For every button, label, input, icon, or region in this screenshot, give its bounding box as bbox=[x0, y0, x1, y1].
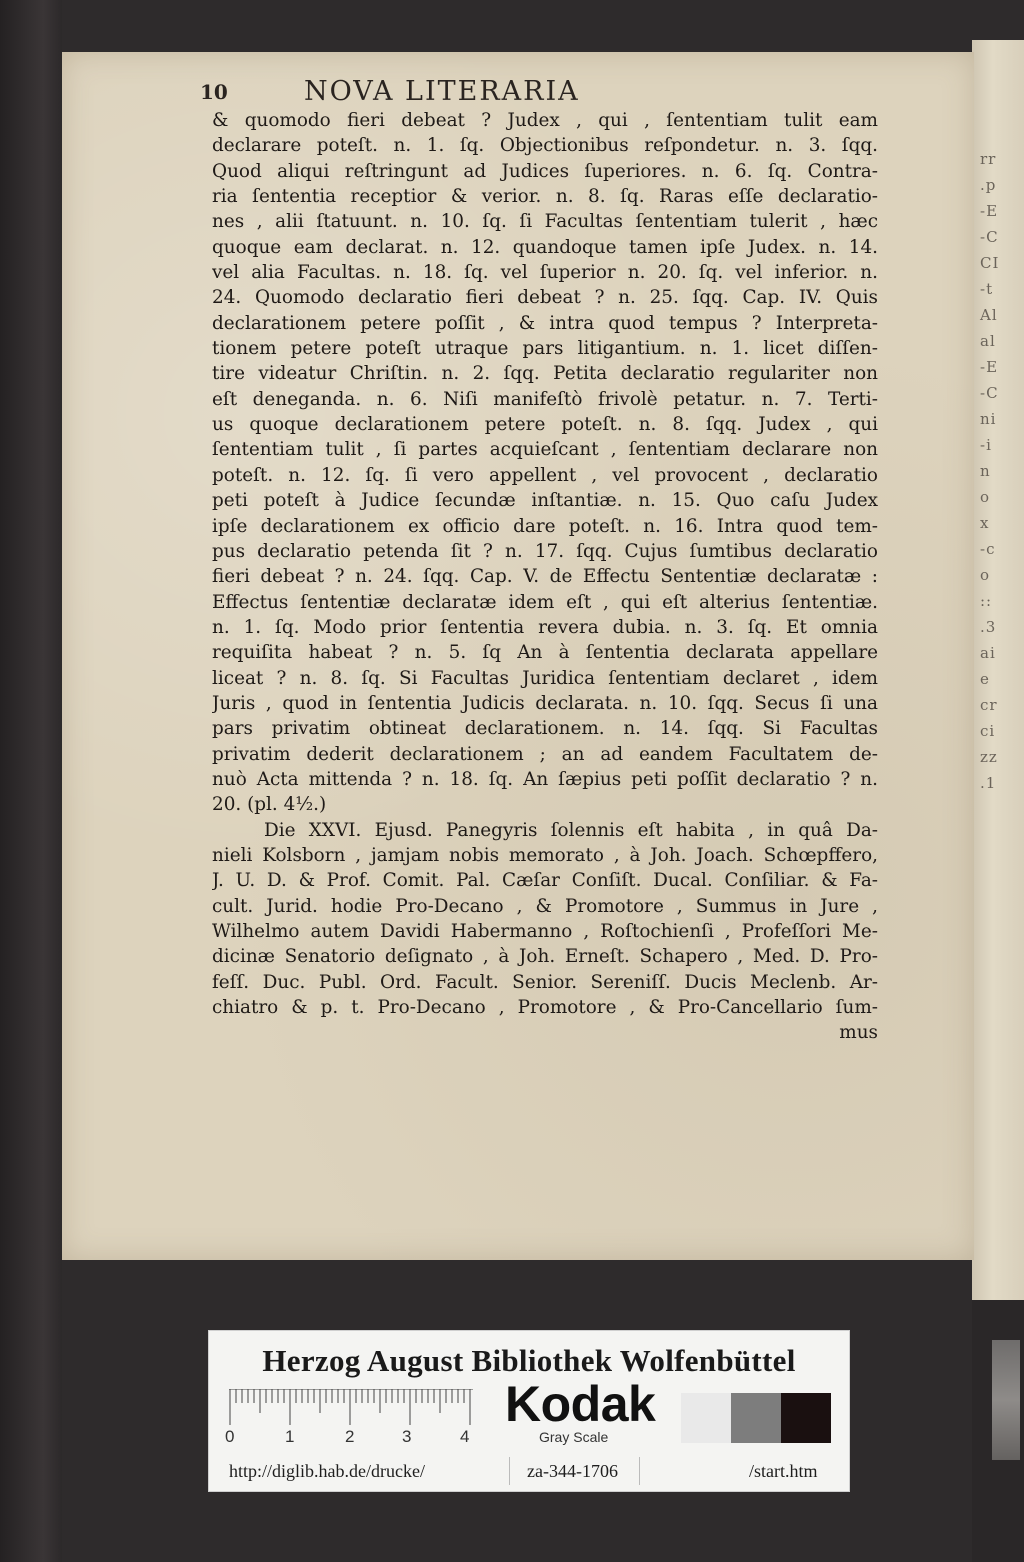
text-line: tire videatur Chriſtin. n. 2. ſqq. Petita declaratio regulariter non bbox=[212, 363, 878, 385]
gray-scale-swatches bbox=[681, 1393, 831, 1443]
shelfmark: za-344-1706 bbox=[527, 1461, 618, 1481]
text-line: 20. (pl. 4½.) bbox=[212, 794, 327, 816]
divider bbox=[509, 1457, 510, 1485]
next-page-text-fragment: -C bbox=[980, 384, 999, 402]
text-line: privatim dederit declarationem ; an ad eandem Facultatem de- bbox=[212, 743, 878, 765]
gray-scale-label: Gray Scale bbox=[539, 1429, 609, 1445]
next-page-text-fragment: .1 bbox=[980, 774, 997, 792]
next-page-text-fragment: -E bbox=[980, 202, 999, 220]
text-line: declarare poteſt. n. 1. ſq. Objectionibus reſpondetur. n. 3. ſqq. bbox=[212, 135, 878, 157]
next-page-text-fragment: o bbox=[980, 488, 991, 506]
ruler-number: 0 bbox=[225, 1427, 235, 1446]
text-line: requiſita habeat ? n. 5. ſq An à ſententia declarata appellare bbox=[212, 642, 878, 664]
next-page-text-fragment: al bbox=[980, 332, 996, 350]
next-page-text-fragment: -C bbox=[980, 228, 999, 246]
divider bbox=[639, 1457, 640, 1485]
next-page-text-fragment: ai bbox=[980, 644, 996, 662]
next-page-text-fragment: cr bbox=[980, 696, 998, 714]
next-page-text-fragment: .3 bbox=[980, 618, 997, 636]
next-page-text-fragment: x bbox=[980, 514, 990, 532]
color-target-card bbox=[208, 1330, 850, 1492]
gray-swatch-dark bbox=[781, 1393, 831, 1443]
text-line: cult. Jurid. hodie Pro-Decano , & Promotore , Summus in Jure , bbox=[212, 895, 878, 917]
text-line: Die XXVI. Ejusd. Panegyris ſolennis eſt habita , in quâ Da- bbox=[264, 819, 878, 841]
book-binding-edge bbox=[0, 0, 62, 1562]
next-page-text-fragment: ci bbox=[980, 722, 996, 740]
next-page-edge bbox=[972, 40, 1024, 1300]
text-line: peti poteſt à Judice ſecundæ inſtantiæ. n. 15. Quo caſu Judex bbox=[212, 490, 878, 512]
text-line: 24. Quomodo declaratio fieri debeat ? n. 25. ſqq. Cap. IV. Quis bbox=[212, 287, 878, 309]
text-line: ſententiam tulit , ſi partes acquieſcant , ſententiam declarare non bbox=[212, 439, 878, 461]
page-body-text bbox=[212, 108, 878, 1046]
next-page-text-fragment: ni bbox=[980, 410, 997, 428]
page-number: 10 bbox=[200, 80, 228, 104]
text-line: quoque eam declarat. n. 12. quandoque tamen ipſe Judex. n. 14. bbox=[212, 236, 878, 258]
text-line: ipſe declarationem ex officio dare poteſt. n. 16. Intra quod tem- bbox=[212, 515, 878, 537]
text-line: nuò Acta mittenda ? n. 18. ſq. An ſæpius peti poſſit declaratio ? n. bbox=[212, 768, 878, 790]
text-line: declarationem petere poſſit , & intra quod tempus ? Interpreta- bbox=[212, 312, 878, 334]
text-line: & quomodo fieri debeat ? Judex , qui , ſententiam tulit eam bbox=[212, 110, 878, 131]
running-title: NOVA LITERARIA bbox=[304, 76, 580, 107]
ruler-number: 3 bbox=[402, 1427, 412, 1446]
url-left[interactable]: http://diglib.hab.de/drucke/ bbox=[229, 1461, 425, 1481]
url-row bbox=[209, 1461, 849, 1485]
text-line: vel alia Facultas. n. 18. ſq. vel ſuperior n. 20. ſq. vel inferior. n. bbox=[212, 262, 878, 284]
ruler-number: 4 bbox=[460, 1427, 470, 1446]
text-line: Quod aliqui reſtringunt ad Judices ſuperiores. n. 6. ſq. Contra- bbox=[212, 160, 878, 182]
gray-swatch-mid bbox=[731, 1393, 781, 1443]
text-line: dicinæ Senatorio deſignato , à Joh. Erneſt. Schapero , Med. D. Pro- bbox=[212, 946, 878, 968]
kodak-logo: Kodak bbox=[505, 1376, 656, 1432]
next-page-text-fragment: n bbox=[980, 462, 991, 480]
text-line: ria ſententia receptior & verior. n. 8. ſq. Raras eſſe declaratio- bbox=[212, 186, 878, 208]
text-line: eſt deneganda. n. 6. Niſi manifeſtò frivolè petatur. n. 7. Terti- bbox=[212, 388, 878, 410]
text-line: pars privatim obtineat declarationem. n. 14. ſqq. Si Facultas bbox=[212, 718, 878, 740]
text-line: Juris , quod in ſententia Judicis declarata. n. 10. ſqq. Secus ſi una bbox=[212, 692, 878, 714]
text-line: pus declaratio petenda ſit ? n. 17. ſqq. Cujus ſumtibus declaratio bbox=[212, 540, 878, 562]
text-line: tionem petere poteſt utraque pars litigantium. n. 1. licet diſſen- bbox=[212, 338, 878, 360]
text-line: us quoque declarationem petere poteſt. n. 8. ſqq. Judex , qui bbox=[212, 414, 878, 436]
next-page-text-fragment: CI bbox=[980, 254, 1000, 272]
url-right[interactable]: /start.htm bbox=[749, 1461, 818, 1481]
text-line: poteſt. n. 12. ſq. ſi vero appellent , vel provocent , declaratio bbox=[212, 464, 878, 486]
next-page-text-fragment: rr bbox=[980, 150, 997, 168]
catchword: mus bbox=[839, 1022, 878, 1044]
text-line: nes , alii ſtatuunt. n. 10. ſq. ſi Facultas ſententiam tulerit , hæc bbox=[212, 211, 878, 233]
next-page-text-fragment: -i bbox=[980, 436, 992, 454]
book-spine-label bbox=[992, 1340, 1020, 1460]
text-line: nieli Kolsborn , jamjam nobis memorato , à Joh. Joach. Schœpffero, bbox=[212, 844, 878, 866]
text-line: liceat ? n. 8. ſq. Si Facultas Juridica ſententiam declaret , idem bbox=[212, 667, 878, 689]
next-page-text-fragment: Al bbox=[980, 306, 998, 324]
text-line: feſſ. Duc. Publ. Ord. Facult. Senior. Sereniſſ. Ducis Meclenb. Ar- bbox=[212, 971, 878, 993]
next-page-text-fragment: o bbox=[980, 566, 991, 584]
text-line: J. U. D. & Prof. Comit. Pal. Cæſar Conſiſt. Ducal. Conſiliar. & Fa- bbox=[212, 870, 878, 892]
library-name: Herzog August Bibliothek Wolfenbüttel bbox=[262, 1343, 796, 1378]
text-line: Wilhelmo autem Davidi Habermanno , Roſtochienſi , Profeſſori Me- bbox=[212, 921, 878, 942]
ruler-number: 2 bbox=[345, 1427, 355, 1446]
ruler-numbers bbox=[225, 1427, 485, 1449]
next-page-text-fragment: e bbox=[980, 670, 990, 688]
text-line: fieri debeat ? n. 24. ſqq. Cap. V. de Effectu Sententiæ declaratæ : bbox=[212, 566, 878, 588]
next-page-text-fragment: -c bbox=[980, 540, 996, 558]
ruler-number: 1 bbox=[285, 1427, 295, 1446]
text-line: chiatro & p. t. Pro-Decano , Promotore , & Pro-Cancellario ſum- bbox=[212, 997, 878, 1019]
page-header bbox=[200, 76, 720, 110]
text-line: n. 1. ſq. Modo prior ſententia revera dubia. n. 3. ſq. Et omnia bbox=[212, 616, 878, 638]
next-page-text-fragment: :: bbox=[980, 592, 993, 610]
next-page-text-fragment: -E bbox=[980, 358, 999, 376]
gray-swatch-light bbox=[681, 1393, 731, 1443]
next-page-text-fragment: -t bbox=[980, 280, 994, 298]
next-page-text-fragment: zz bbox=[980, 748, 998, 766]
next-page-text-fragment: .p bbox=[980, 176, 997, 194]
text-line: Effectus ſententiæ declaratæ idem eſt , qui eſt alterius ſententiæ. bbox=[212, 591, 878, 613]
